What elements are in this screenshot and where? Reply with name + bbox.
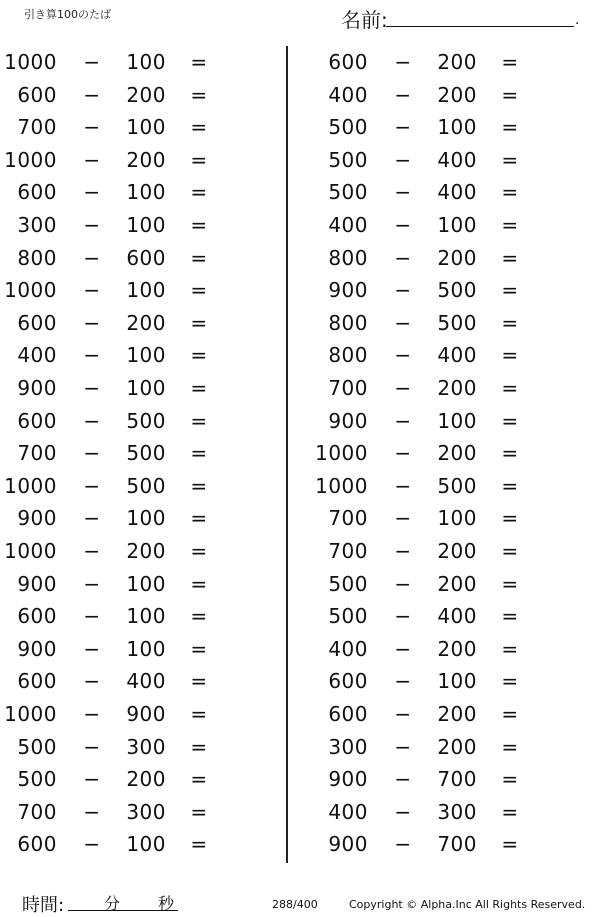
equals-sign: = bbox=[501, 604, 519, 629]
minuend: 900 bbox=[17, 376, 57, 400]
problem-row bbox=[313, 50, 573, 82]
minuend: 700 bbox=[328, 539, 368, 563]
equals-sign: = bbox=[190, 245, 208, 270]
problem-row bbox=[313, 572, 573, 604]
equals-sign: = bbox=[190, 832, 208, 857]
equals-sign: = bbox=[190, 180, 208, 205]
minus-sign: − bbox=[394, 441, 412, 466]
minus-sign: − bbox=[83, 506, 101, 531]
equals-sign: = bbox=[190, 702, 208, 726]
minuend: 500 bbox=[17, 734, 57, 759]
problem-row bbox=[2, 246, 262, 278]
problem-row bbox=[313, 800, 573, 832]
subtrahend: 200 bbox=[437, 50, 477, 74]
minus-sign: − bbox=[394, 702, 412, 726]
equals-sign: = bbox=[190, 799, 208, 824]
minus-sign: − bbox=[394, 571, 412, 596]
subtrahend: 400 bbox=[437, 180, 477, 205]
equals-sign: = bbox=[501, 180, 519, 205]
minutes-unit: 分 bbox=[104, 894, 121, 913]
minus-sign: − bbox=[394, 604, 412, 629]
copyright-notice: Copyright © Alpha.Inc All Rights Reserved. bbox=[349, 898, 586, 911]
minuend: 600 bbox=[328, 702, 368, 726]
problem-row bbox=[313, 474, 573, 506]
equals-sign: = bbox=[501, 636, 519, 661]
subtrahend: 500 bbox=[126, 441, 166, 466]
subtrahend: 400 bbox=[126, 669, 166, 694]
minuend: 900 bbox=[328, 767, 368, 792]
problem-row bbox=[313, 735, 573, 767]
minuend: 400 bbox=[328, 636, 368, 661]
problem-row bbox=[313, 409, 573, 441]
subtrahend: 200 bbox=[126, 310, 166, 335]
equals-sign: = bbox=[190, 473, 208, 498]
equals-sign: = bbox=[501, 571, 519, 596]
equals-sign: = bbox=[190, 539, 208, 563]
problem-row bbox=[2, 278, 262, 310]
problem-row bbox=[2, 767, 262, 799]
problem-row bbox=[313, 506, 573, 538]
subtrahend: 200 bbox=[126, 539, 166, 563]
minus-sign: − bbox=[394, 506, 412, 531]
problem-row bbox=[2, 474, 262, 506]
minuend: 400 bbox=[17, 343, 57, 368]
column-divider bbox=[286, 46, 288, 863]
problem-row bbox=[2, 311, 262, 343]
problem-row bbox=[2, 572, 262, 604]
minuend: 600 bbox=[17, 832, 57, 857]
subtrahend: 100 bbox=[126, 343, 166, 368]
minus-sign: − bbox=[83, 571, 101, 596]
subtrahend: 400 bbox=[437, 604, 477, 629]
minuend: 800 bbox=[17, 245, 57, 270]
seconds-unit: 秒 bbox=[158, 894, 175, 913]
problem-row bbox=[313, 767, 573, 799]
problem-row bbox=[313, 246, 573, 278]
problem-row bbox=[2, 409, 262, 441]
problem-row bbox=[313, 311, 573, 343]
equals-sign: = bbox=[190, 213, 208, 237]
minuend: 1000 bbox=[315, 441, 368, 466]
problem-row bbox=[313, 637, 573, 669]
minuend: 900 bbox=[328, 832, 368, 857]
minus-sign: − bbox=[83, 799, 101, 824]
equals-sign: = bbox=[501, 539, 519, 563]
subtrahend: 100 bbox=[437, 408, 477, 433]
problem-row bbox=[2, 180, 262, 212]
minuend: 600 bbox=[328, 669, 368, 694]
minus-sign: − bbox=[394, 147, 412, 172]
minus-sign: − bbox=[83, 147, 101, 172]
minus-sign: − bbox=[83, 832, 101, 857]
minuend: 700 bbox=[17, 115, 57, 140]
minus-sign: − bbox=[83, 734, 101, 759]
minuend: 900 bbox=[328, 408, 368, 433]
equals-sign: = bbox=[501, 473, 519, 498]
minuend: 600 bbox=[17, 180, 57, 205]
equals-sign: = bbox=[190, 734, 208, 759]
minus-sign: − bbox=[83, 636, 101, 661]
equals-sign: = bbox=[501, 702, 519, 726]
problem-row bbox=[313, 376, 573, 408]
problem-row bbox=[2, 343, 262, 375]
equals-sign: = bbox=[501, 734, 519, 759]
problem-row bbox=[313, 278, 573, 310]
equals-sign: = bbox=[190, 310, 208, 335]
problem-row bbox=[2, 506, 262, 538]
equals-sign: = bbox=[501, 441, 519, 466]
problem-row bbox=[2, 832, 262, 864]
minuend: 600 bbox=[17, 82, 57, 107]
minus-sign: − bbox=[83, 702, 101, 726]
equals-sign: = bbox=[190, 669, 208, 694]
subtrahend: 200 bbox=[437, 376, 477, 400]
subtrahend: 200 bbox=[126, 147, 166, 172]
minus-sign: − bbox=[394, 245, 412, 270]
minus-sign: − bbox=[394, 473, 412, 498]
subtrahend: 300 bbox=[437, 799, 477, 824]
equals-sign: = bbox=[190, 376, 208, 400]
minus-sign: − bbox=[83, 180, 101, 205]
minuend: 800 bbox=[328, 245, 368, 270]
subtrahend: 400 bbox=[437, 147, 477, 172]
minuend: 300 bbox=[328, 734, 368, 759]
minuend: 800 bbox=[328, 310, 368, 335]
minus-sign: − bbox=[83, 82, 101, 107]
subtrahend: 200 bbox=[437, 539, 477, 563]
problem-row bbox=[2, 669, 262, 701]
equals-sign: = bbox=[501, 245, 519, 270]
minus-sign: − bbox=[83, 767, 101, 792]
minus-sign: − bbox=[83, 604, 101, 629]
equals-sign: = bbox=[190, 604, 208, 629]
minus-sign: − bbox=[83, 115, 101, 140]
subtrahend: 600 bbox=[126, 245, 166, 270]
worksheet-title: 引き算100のたば bbox=[24, 8, 111, 21]
minuend: 900 bbox=[17, 506, 57, 531]
minus-sign: − bbox=[83, 310, 101, 335]
equals-sign: = bbox=[501, 767, 519, 792]
subtrahend: 200 bbox=[437, 636, 477, 661]
subtrahend: 100 bbox=[126, 604, 166, 629]
minus-sign: − bbox=[83, 213, 101, 237]
problem-row bbox=[313, 343, 573, 375]
minus-sign: − bbox=[83, 245, 101, 270]
minus-sign: − bbox=[394, 82, 412, 107]
minus-sign: − bbox=[83, 473, 101, 498]
equals-sign: = bbox=[190, 441, 208, 466]
minuend: 600 bbox=[17, 604, 57, 629]
problem-row bbox=[2, 148, 262, 180]
problem-row bbox=[2, 800, 262, 832]
minuend: 1000 bbox=[4, 278, 57, 303]
subtrahend: 200 bbox=[437, 82, 477, 107]
subtrahend: 100 bbox=[437, 213, 477, 237]
time-label: 時間: bbox=[22, 895, 65, 916]
minuend: 700 bbox=[17, 799, 57, 824]
minuend: 900 bbox=[328, 278, 368, 303]
subtrahend: 500 bbox=[126, 473, 166, 498]
name-label: 名前: bbox=[341, 8, 388, 32]
minuend: 900 bbox=[17, 571, 57, 596]
name-field-line bbox=[386, 26, 574, 27]
problem-row bbox=[313, 441, 573, 473]
equals-sign: = bbox=[190, 82, 208, 107]
problem-row bbox=[313, 702, 573, 734]
minuend: 400 bbox=[328, 82, 368, 107]
minus-sign: − bbox=[83, 376, 101, 400]
minuend: 700 bbox=[328, 506, 368, 531]
subtrahend: 200 bbox=[437, 245, 477, 270]
subtrahend: 100 bbox=[126, 506, 166, 531]
minus-sign: − bbox=[83, 539, 101, 563]
problem-row bbox=[313, 180, 573, 212]
subtrahend: 300 bbox=[126, 799, 166, 824]
subtrahend: 200 bbox=[437, 734, 477, 759]
minuend: 400 bbox=[328, 213, 368, 237]
minuend: 300 bbox=[17, 213, 57, 237]
equals-sign: = bbox=[501, 115, 519, 140]
minuend: 700 bbox=[17, 441, 57, 466]
minuend: 700 bbox=[328, 376, 368, 400]
equals-sign: = bbox=[190, 115, 208, 140]
problem-row bbox=[2, 539, 262, 571]
problem-row bbox=[2, 213, 262, 245]
minus-sign: − bbox=[394, 278, 412, 303]
problem-row bbox=[313, 115, 573, 147]
minuend: 1000 bbox=[4, 702, 57, 726]
subtrahend: 500 bbox=[126, 408, 166, 433]
equals-sign: = bbox=[501, 213, 519, 237]
minus-sign: − bbox=[83, 669, 101, 694]
minuend: 500 bbox=[328, 115, 368, 140]
minus-sign: − bbox=[394, 50, 412, 74]
subtrahend: 100 bbox=[126, 832, 166, 857]
page-number: 288/400 bbox=[272, 898, 318, 911]
minus-sign: − bbox=[394, 767, 412, 792]
problem-row bbox=[313, 213, 573, 245]
minuend: 1000 bbox=[4, 473, 57, 498]
subtrahend: 700 bbox=[437, 767, 477, 792]
problem-row bbox=[2, 441, 262, 473]
subtrahend: 100 bbox=[126, 50, 166, 74]
problem-row bbox=[2, 50, 262, 82]
subtrahend: 300 bbox=[126, 734, 166, 759]
subtrahend: 100 bbox=[126, 571, 166, 596]
subtrahend: 200 bbox=[437, 702, 477, 726]
minus-sign: − bbox=[394, 180, 412, 205]
subtrahend: 500 bbox=[437, 473, 477, 498]
minuend: 1000 bbox=[315, 473, 368, 498]
subtrahend: 100 bbox=[126, 278, 166, 303]
minuend: 1000 bbox=[4, 147, 57, 172]
minus-sign: − bbox=[394, 539, 412, 563]
minuend: 800 bbox=[328, 343, 368, 368]
minus-sign: − bbox=[394, 408, 412, 433]
equals-sign: = bbox=[501, 376, 519, 400]
equals-sign: = bbox=[190, 571, 208, 596]
subtrahend: 200 bbox=[126, 82, 166, 107]
subtrahend: 100 bbox=[437, 669, 477, 694]
minuend: 600 bbox=[17, 310, 57, 335]
minus-sign: − bbox=[394, 343, 412, 368]
equals-sign: = bbox=[501, 310, 519, 335]
minus-sign: − bbox=[83, 278, 101, 303]
equals-sign: = bbox=[501, 832, 519, 857]
minus-sign: − bbox=[394, 636, 412, 661]
problem-row bbox=[2, 376, 262, 408]
minuend: 500 bbox=[17, 767, 57, 792]
minus-sign: − bbox=[83, 441, 101, 466]
minus-sign: − bbox=[394, 213, 412, 237]
minuend: 600 bbox=[328, 50, 368, 74]
equals-sign: = bbox=[190, 767, 208, 792]
minuend: 600 bbox=[17, 669, 57, 694]
subtrahend: 200 bbox=[126, 767, 166, 792]
minus-sign: − bbox=[394, 669, 412, 694]
equals-sign: = bbox=[501, 408, 519, 433]
minuend: 1000 bbox=[4, 50, 57, 74]
equals-sign: = bbox=[501, 82, 519, 107]
subtrahend: 100 bbox=[126, 376, 166, 400]
equals-sign: = bbox=[501, 147, 519, 172]
subtrahend: 100 bbox=[126, 180, 166, 205]
subtrahend: 100 bbox=[126, 213, 166, 237]
minus-sign: − bbox=[83, 343, 101, 368]
problem-row bbox=[313, 669, 573, 701]
subtrahend: 100 bbox=[126, 115, 166, 140]
equals-sign: = bbox=[190, 506, 208, 531]
subtrahend: 100 bbox=[437, 115, 477, 140]
problem-row bbox=[313, 604, 573, 636]
problem-row bbox=[2, 702, 262, 734]
minus-sign: − bbox=[394, 799, 412, 824]
equals-sign: = bbox=[190, 636, 208, 661]
problem-row bbox=[2, 735, 262, 767]
equals-sign: = bbox=[190, 147, 208, 172]
subtrahend: 900 bbox=[126, 702, 166, 726]
equals-sign: = bbox=[190, 343, 208, 368]
problem-row bbox=[313, 148, 573, 180]
minuend: 400 bbox=[328, 799, 368, 824]
minus-sign: − bbox=[394, 310, 412, 335]
equals-sign: = bbox=[501, 799, 519, 824]
minus-sign: − bbox=[394, 734, 412, 759]
problem-row bbox=[313, 832, 573, 864]
subtrahend: 400 bbox=[437, 343, 477, 368]
equals-sign: = bbox=[501, 50, 519, 74]
minuend: 500 bbox=[328, 180, 368, 205]
subtrahend: 100 bbox=[437, 506, 477, 531]
problem-row bbox=[313, 539, 573, 571]
subtrahend: 200 bbox=[437, 441, 477, 466]
minus-sign: − bbox=[394, 832, 412, 857]
minuend: 500 bbox=[328, 147, 368, 172]
name-field-end-dot: . bbox=[575, 12, 580, 28]
minuend: 500 bbox=[328, 604, 368, 629]
problem-row bbox=[2, 115, 262, 147]
minus-sign: − bbox=[394, 115, 412, 140]
minuend: 900 bbox=[17, 636, 57, 661]
equals-sign: = bbox=[190, 278, 208, 303]
equals-sign: = bbox=[501, 278, 519, 303]
subtrahend: 200 bbox=[437, 571, 477, 596]
problem-row bbox=[2, 604, 262, 636]
equals-sign: = bbox=[501, 343, 519, 368]
minuend: 500 bbox=[328, 571, 368, 596]
subtrahend: 500 bbox=[437, 278, 477, 303]
minus-sign: − bbox=[83, 408, 101, 433]
subtrahend: 700 bbox=[437, 832, 477, 857]
subtrahend: 500 bbox=[437, 310, 477, 335]
minuend: 1000 bbox=[4, 539, 57, 563]
problem-row bbox=[313, 83, 573, 115]
subtrahend: 100 bbox=[126, 636, 166, 661]
problem-row bbox=[2, 83, 262, 115]
equals-sign: = bbox=[501, 506, 519, 531]
minus-sign: − bbox=[394, 376, 412, 400]
equals-sign: = bbox=[190, 50, 208, 74]
equals-sign: = bbox=[190, 408, 208, 433]
minus-sign: − bbox=[83, 50, 101, 74]
problem-row bbox=[2, 637, 262, 669]
equals-sign: = bbox=[501, 669, 519, 694]
minuend: 600 bbox=[17, 408, 57, 433]
